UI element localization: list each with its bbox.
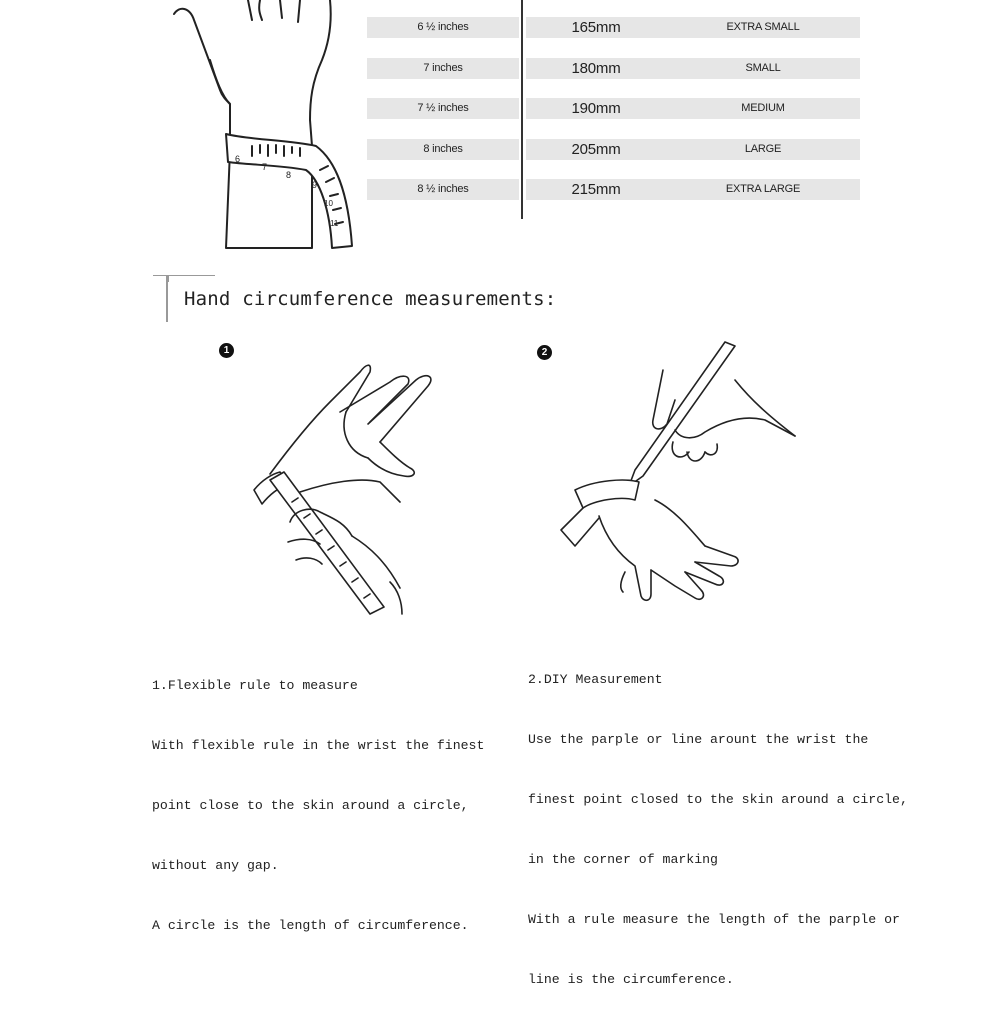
section-title: Hand circumference measurements:	[184, 288, 557, 310]
mm-cell: 165mm	[526, 17, 666, 38]
mm-cell: 205mm	[526, 139, 666, 160]
table-row	[0, 58, 1000, 79]
step-1-badge: 1	[219, 343, 234, 358]
tape-number: 9	[312, 180, 318, 190]
size-cell: LARGE	[666, 139, 860, 160]
table-row	[0, 17, 1000, 38]
step-1-description	[152, 636, 484, 956]
size-cell: MEDIUM	[666, 98, 860, 119]
inches-cell: 6 ½ inches	[367, 17, 519, 38]
tape-number: 10	[324, 199, 333, 208]
step-2-heading: 2.DIY Measurement	[528, 672, 663, 687]
table-row	[0, 139, 1000, 160]
step-2-line: line is the circumference.	[528, 972, 734, 987]
section-bracket	[153, 275, 215, 276]
inches-cell: 7 inches	[367, 58, 519, 79]
flexible-rule-illustration	[240, 352, 440, 627]
tape-number: 7	[262, 162, 268, 172]
size-cell: EXTRA LARGE	[666, 179, 860, 200]
tape-number: 8	[286, 170, 292, 180]
step-2-description	[528, 630, 908, 1010]
table-row	[0, 179, 1000, 200]
step-1-heading: 1.Flexible rule to measure	[152, 678, 358, 693]
tape-number: 11	[330, 219, 339, 228]
inches-cell: 8 inches	[367, 139, 519, 160]
mm-cell: 215mm	[526, 179, 666, 200]
step-1-line: With flexible rule in the wrist the finest	[152, 738, 485, 753]
step-2-line: finest point closed to the skin around a circle,	[528, 792, 908, 807]
section-bracket-vertical	[166, 276, 168, 322]
mm-cell: 180mm	[526, 58, 666, 79]
mm-cell: 190mm	[526, 98, 666, 119]
inches-cell: 8 ½ inches	[367, 179, 519, 200]
step-2-badge: 2	[537, 345, 552, 360]
diy-measurement-illustration	[555, 340, 815, 620]
step-1-line: without any gap.	[152, 858, 279, 873]
step-2-line: Use the parple or line arount the wrist the	[528, 732, 869, 747]
inches-cell: 7 ½ inches	[367, 98, 519, 119]
step-2-line: With a rule measure the length of the parple or	[528, 912, 900, 927]
step-2-line: in the corner of marking	[528, 852, 718, 867]
size-cell: EXTRA SMALL	[666, 17, 860, 38]
section-bracket-notch	[168, 276, 175, 282]
size-cell: SMALL	[666, 58, 860, 79]
size-table	[0, 0, 1000, 230]
table-row	[0, 98, 1000, 119]
tape-number: 6	[235, 154, 241, 164]
step-1-line: point close to the skin around a circle,	[152, 798, 469, 813]
step-1-line: A circle is the length of circumference.	[152, 918, 469, 933]
